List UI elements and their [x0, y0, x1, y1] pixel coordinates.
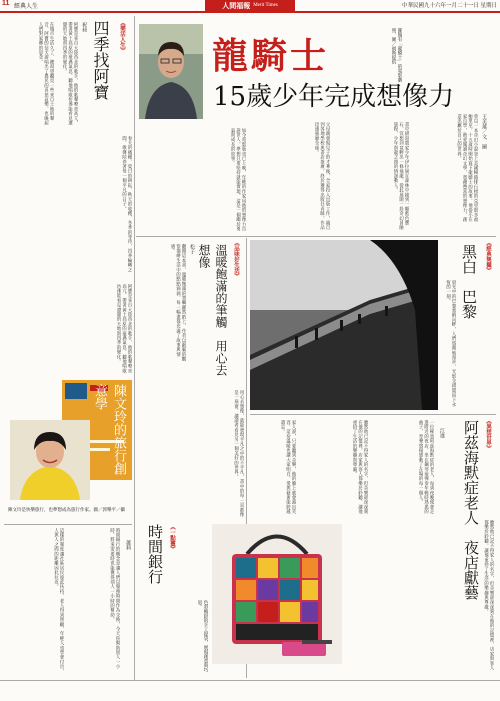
alzheimer-column-4: 雖然他已記不得家人的名字，但音樂卻深深刻在他的記憶裡，店家與客人都樂於聆聽，讓他重拾了生活的樂趣與尊嚴。: [483, 520, 494, 671]
alzheimer-column-3: 家人說，只要聽到音樂，他的臉上就會露出笑容，這份溫暖也讓大家明白，愛與藝術能跨越遺忘。: [280, 420, 296, 514]
music-byline: 祝昶: [81, 22, 87, 32]
lead-bottom-rule: [136, 236, 496, 237]
alzheimer-tag: 《異想世界》: [485, 418, 491, 451]
alzheimer-column-2: 雖然他已記不得家人的名字，但音樂卻深深刻在他的記憶裡，店家與客人都樂於聆聽，讓他重拾了生活的樂趣與尊嚴。: [352, 420, 368, 514]
classic-photo-title: 黑白 巴黎: [460, 244, 478, 319]
lead-column-2: 書中描寫農家少年伊拉岡在森林中撿到一顆藍色寶石，沒想到竟孵出一條飛龍，從此展開一段奇幻冒險旅程，少年與龍之間的情誼動人。: [393, 122, 409, 231]
alzheimer-byline: 江進: [439, 428, 445, 438]
logo-text: 人間福報: [222, 1, 251, 10]
time-bank-top-rule: [4, 524, 132, 525]
logo-subtitle: Merit Times: [253, 3, 278, 8]
lead-title-main: 龍騎士: [212, 35, 330, 77]
page-number: 11: [2, 0, 10, 7]
author-caption: 陳文玲是快樂旅行，也夢想成為旅行作家。圖／郭樂平／攝: [8, 508, 125, 513]
time-bank-title: 時間銀行: [146, 524, 164, 584]
bag-caption: 色彩繽紛的手工提袋，展現創意與巧思。: [197, 600, 208, 672]
lead-column-1: 曾以一本奇幻小說登上美國暢銷排行榜的克里斯多福鮑里尼，十五歲時開始寫下龍騎士的故事，他從小在家自學，熱愛閱讀奇幻文學，憑藉豐富的想像力，創造出屬於自己的世界。: [456, 114, 478, 223]
bag-photo: [212, 524, 342, 664]
lead-column-4: 如今電影版也已上映，年輕的作家用他的想像力告訴世人，夢想只要堅持就能實現，這是一個關於勇氣與成長的故事。: [230, 128, 246, 232]
alzheimer-title: 阿茲海默症老人 夜店獻藝: [462, 420, 480, 600]
music-tag: 《樂活人生》: [119, 20, 125, 53]
taste-tag: 《品味好生活》: [233, 240, 239, 279]
paris-bottom-rule: [250, 414, 496, 415]
time-bank-tag: 《一點靈》: [169, 524, 175, 552]
time-bank-byline: 蕭莉: [125, 540, 131, 550]
taste-byline: 松子: [189, 244, 195, 254]
paris-photo: [250, 240, 438, 410]
lead-photo-caption: 羅獨有「龍騎士」的電影劇照，圖／福斯提供: [391, 28, 402, 82]
masthead-logo: [205, 0, 295, 11]
lead-title-sub: 15歲少年完成想像力: [213, 82, 455, 112]
lead-column-3: 父母親發現兒子的才華後，全家投入出版工作，親自到各地學校與書店推廣，終於獲得出版社青睞，作品迅速風靡全球。: [314, 122, 330, 231]
taste-column-1: 翻開這本書，溫暖飽滿的筆觸躍然紙上，作者以細膩的觀察描繪生活中的點點滴滴，每一幅畫都充滿了故事與情感。: [170, 244, 186, 362]
music-column-4: 阿寶是來自大陸西北的歌手，他的歌聲嘹亮高亢，帶著黃土高原的豪邁氣息，聽他唱歌彷彿能看見遼闊的天地與四季的變化。: [116, 284, 132, 374]
taste-title: 溫暖飽滿的筆觸 用心去想像: [197, 244, 228, 376]
page-header: [0, 0, 500, 13]
classic-photo-caption: 晨光中的巴黎塞納河畔，人們悠閒地漫步，光影交錯間留下永恆的一刻。: [445, 280, 456, 407]
time-bank-column-2: 這樣的制度讓社區居民彼此扶持，老人得到照顧，年輕人也學會付出，人與人之間的距離因此拉近。: [53, 528, 64, 674]
music-column-3: 春天的播種、夏日的耕耘、秋天的收穫、冬季的等待，四季輪轉之間，歌聲陪伴著每一個平凡的日子。: [121, 136, 132, 273]
alzheimer-column-1: 一位罹患阿茲海默症的老人，每到夜晚便會走進附近的夜店，坐在鋼琴前彈奏年輕時熟悉的曲子，琴聲悠揚感動了在場的每一個人。: [418, 420, 434, 514]
section-name: 經典人生: [14, 4, 39, 10]
lead-portrait-photo: [139, 24, 203, 119]
music-title: 四季找阿寶: [91, 20, 110, 100]
classic-photo-tag: 《經典雋攝》: [485, 240, 491, 273]
taste-column-2: 用心去想像，就能發現平凡之中的不平凡，書中的每一頁都像是一扇窗，讓讀者看見另一個美好的世界。: [233, 390, 244, 517]
book-cover-title: 陳文玲的旅行創意學: [92, 384, 126, 475]
music-column-2: 在城市生活久了，總渴望聽見一些來自土地的聲音，阿寶的信天游唱出了農民的喜怒哀樂，也喚起人們對家鄉的思念。: [38, 22, 54, 126]
lead-byline: 王美蓮／文．圖: [481, 114, 487, 149]
music-column-1: 阿寶是來自大陸西北的歌手，他的歌聲嘹亮高亢，帶著黃土高原的豪邁氣息，聽他唱歌彷彿能看見遼闊的天地與四季的變化。: [62, 22, 78, 126]
left-section-rule: [134, 16, 135, 680]
time-bank-column-1: 時間銀行的概念是讓人們以服務時間作為交換，今天你幫助別人一小時，將來需要時也能獲得別人一小時的幫助。: [109, 528, 120, 669]
author-photo: [10, 420, 90, 500]
issue-date: 中華民國九十六年一月二十一日 星期日: [401, 3, 497, 9]
bottom-rule: [0, 680, 500, 681]
